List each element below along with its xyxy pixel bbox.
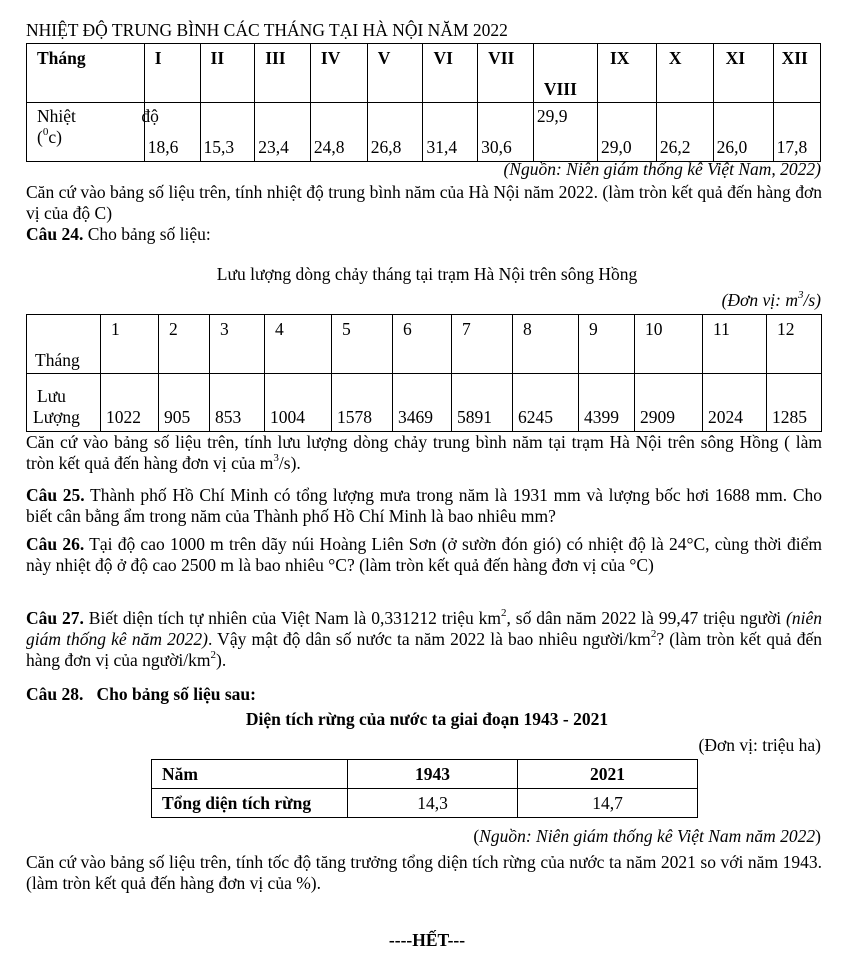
value-cell: 2024 <box>703 374 767 432</box>
unit-open: ( <box>37 127 43 147</box>
source-open: ( <box>473 826 480 846</box>
value-cell: 23,4 <box>255 103 311 162</box>
table1-title: NHIỆT ĐỘ TRUNG BÌNH CÁC THÁNG TẠI HÀ NỘI NĂM 2022 <box>26 20 508 40</box>
value-cell: 26,8 <box>367 103 423 162</box>
row-label-line2: Lượng <box>33 407 80 427</box>
month-cell: 1 <box>101 315 159 374</box>
end-marker: ----HẾT--- <box>388 930 466 950</box>
month-cell: I <box>144 44 200 103</box>
header-cell-year: Năm <box>152 760 348 789</box>
month-cell: 12 <box>767 315 822 374</box>
question-text: Thành phố Hồ Chí Minh có tổng lượng mưa trong năm là 1931 mm và lượng bốc hơi 1688 mm. Cho biết cân bằng ẩm trong năm của Thành phố Hồ Chí Minh là bao nhiêu mm? <box>26 485 822 526</box>
value-cell: 26,0 <box>713 103 773 162</box>
question-text: ? (làm tròn kết quả đến hàng đơn vị của người/km <box>26 629 822 670</box>
table3-title: Diện tích rừng của nước ta giai đoạn 1943 - 2021 <box>245 709 609 729</box>
row-label-temperature <box>27 103 159 162</box>
question-28-heading: Câu 28. Cho bảng số liệu sau: <box>26 684 256 704</box>
forest-value-row <box>152 789 698 818</box>
header-cell-month: Tháng <box>27 44 145 103</box>
month-cell: III <box>255 44 311 103</box>
month-cell: 5 <box>332 315 393 374</box>
question-text: Căn cứ vào bảng số liệu trên, tính lưu lượng dòng chảy trung bình năm tại trạm Hà Nội trên sông Hồng ( làm tròn kết quả đến hàng đơn vị của m <box>26 432 822 473</box>
unit-prefix: (Đơn vị: m <box>721 290 798 310</box>
value-cell: 1285 <box>767 374 822 432</box>
question-23-text: Căn cứ vào bảng số liệu trên, tính nhiệt độ trung bình năm của Hà Nội năm 2022. (làm tròn kết quả đến hàng đơn vị của độ C) <box>26 182 822 223</box>
month-cell: V <box>367 44 423 103</box>
question-text: Tại độ cao 1000 m trên dãy núi Hoàng Liên Sơn (ở sườn đón gió) có nhiệt độ là 24°C, cùng thời điểm này nhiệt độ ở độ cao 2500 m là bao nhiêu °C? (làm tròn kết quả đến hàng đơn vị của °C) <box>26 534 822 575</box>
value-cell: 29,0 <box>597 103 656 162</box>
temperature-header-row <box>27 44 821 103</box>
question-label: Câu 27. <box>26 608 84 628</box>
value-cell: 18,6 <box>144 103 200 162</box>
flow-header-row <box>27 315 822 374</box>
month-cell: VII <box>478 44 534 103</box>
question-28-text: Căn cứ vào bảng số liệu trên, tính tốc độ tăng trưởng tổng diện tích rừng của nước ta năm 2021 so với năm 1943. (làm tròn kết quả đến hàng đơn vị của %). <box>26 852 822 893</box>
month-cell: XI <box>713 44 773 103</box>
value-cell: 14,7 <box>518 789 698 818</box>
value-cell: 14,3 <box>348 789 518 818</box>
month-cell: IX <box>597 44 656 103</box>
value-cell: 1004 <box>265 374 332 432</box>
row-label-unit <box>37 127 140 148</box>
forest-header-row <box>152 760 698 789</box>
temperature-value-row <box>27 103 821 162</box>
table3-unit: (Đơn vị: triệu ha) <box>698 735 821 755</box>
question-26 <box>26 534 822 576</box>
value-cell: 905 <box>159 374 210 432</box>
value-cell: 1022 <box>101 374 159 432</box>
month-cell: 2 <box>159 315 210 374</box>
value-cell: 30,6 <box>478 103 534 162</box>
question-text: Biết diện tích tự nhiên của Việt Nam là 0,331212 triệu km <box>83 608 502 628</box>
month-cell: 9 <box>579 315 635 374</box>
sup-2: 2 <box>501 607 507 620</box>
value-cell: 2909 <box>635 374 703 432</box>
value-cell: 5891 <box>452 374 513 432</box>
forest-table <box>151 759 698 818</box>
value-cell: 4399 <box>579 374 635 432</box>
unit-sup: 0 <box>42 126 49 139</box>
row-label-line1: Nhiệt độ <box>37 106 159 126</box>
value-cell: 15,3 <box>200 103 255 162</box>
flow-value-row <box>27 374 822 432</box>
unit-suffix: /s) <box>803 290 821 310</box>
value-cell: 853 <box>210 374 265 432</box>
month-cell: 3 <box>210 315 265 374</box>
flow-table <box>26 314 822 432</box>
question-text: ). <box>216 650 227 670</box>
question-label: Câu 24. <box>26 224 84 244</box>
month-cell: 10 <box>635 315 703 374</box>
question-27 <box>26 608 822 671</box>
year-cell: 1943 <box>348 760 518 789</box>
month-cell: VI <box>423 44 478 103</box>
question-source: (niên giám thống kê năm 2022) <box>26 608 822 649</box>
sup-2: 2 <box>210 649 216 662</box>
value-cell: 1578 <box>332 374 393 432</box>
row-label-forest: Tổng diện tích rừng <box>152 789 348 818</box>
value-cell: 17,8 <box>773 103 820 162</box>
month-cell: II <box>200 44 255 103</box>
question-sup: 3 <box>273 452 279 465</box>
row-label-line1: Lưu <box>37 386 66 406</box>
question-text-end: /s). <box>278 453 301 473</box>
source-text: Nguồn: Niên giám thống kê Việt Nam năm 2022 <box>479 826 816 846</box>
question-label: Câu 25. <box>26 485 85 505</box>
month-cell: VIII <box>533 44 597 103</box>
month-cell: 6 <box>393 315 452 374</box>
question-text: , số dân năm 2022 là 99,47 triệu người <box>506 608 787 628</box>
value-cell: 31,4 <box>423 103 478 162</box>
unit-sup: 3 <box>798 289 804 302</box>
source-note-3 <box>473 826 821 847</box>
value-cell: 24,8 <box>310 103 367 162</box>
value-cell: 6245 <box>513 374 579 432</box>
table2-unit <box>722 290 821 311</box>
question-24-text <box>26 432 822 474</box>
month-cell: 4 <box>265 315 332 374</box>
unit-close: c) <box>48 127 62 147</box>
value-cell: 29,9 <box>533 103 597 162</box>
source-note-1: (Nguồn: Niên giám thống kê Việt Nam, 2022) <box>503 159 821 179</box>
month-cell: IV <box>310 44 367 103</box>
header-cell-month: Tháng <box>27 315 101 374</box>
question-24-heading <box>26 224 211 245</box>
month-cell: XII <box>773 44 820 103</box>
month-cell: 8 <box>513 315 579 374</box>
month-cell: 11 <box>703 315 767 374</box>
year-cell: 2021 <box>518 760 698 789</box>
month-cell: 7 <box>452 315 513 374</box>
month-cell: X <box>656 44 713 103</box>
sup-2: 2 <box>650 628 657 641</box>
source-close: ) <box>815 826 821 846</box>
question-label: Câu 26. <box>26 534 85 554</box>
question-text: . Vậy mật độ dân số nước ta năm 2022 là bao nhiêu người/km <box>207 629 651 649</box>
table2-title: Lưu lượng dòng chảy tháng tại trạm Hà Nội trên sông Hồng <box>216 264 638 284</box>
question-25 <box>26 485 822 527</box>
row-label-flow <box>27 374 101 432</box>
question-intro: Cho bảng số liệu: <box>83 224 211 244</box>
value-cell: 3469 <box>393 374 452 432</box>
value-cell: 26,2 <box>656 103 713 162</box>
temperature-table <box>26 43 821 162</box>
